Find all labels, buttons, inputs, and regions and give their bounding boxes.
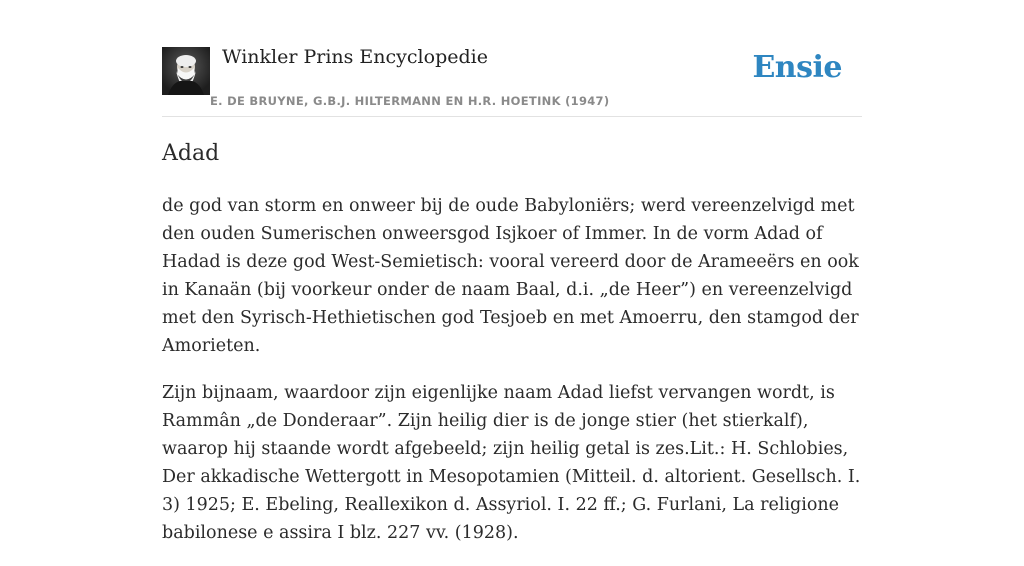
authors-byline: E. DE BRUYNE, G.B.J. HILTERMANN EN H.R. HOETINK (1947) [210, 94, 610, 108]
page-container [162, 0, 862, 543]
article-body [162, 192, 868, 566]
encyclopedia-title[interactable]: Winkler Prins Encyclopedie [222, 46, 488, 68]
portrait-image [162, 47, 210, 95]
ensie-logo[interactable]: Ensie [752, 50, 842, 85]
encyclopedia-header [162, 0, 862, 117]
article-paragraph: Zijn bijnaam, waardoor zijn eigenlijke naam Adad liefst vervangen wordt, is Rammân „de Donderaar”. Zijn heilig dier is de jonge stier (het stierkalf), waarop hij staande wordt afgebeeld; zijn heilig getal is zes.Lit.: H. Schlobies, Der akkadische Wettergott in Mesopotamien (Mitteil. d. altorient. Gesellsch. I. 3) 1925; E. Ebeling, Reallexikon d. Assyriol. I. 22 ff.; G. Furlani, La religione babilonese e assira I blz. 227 vv. (1928). [162, 383, 861, 543]
author-portrait-avatar[interactable] [162, 47, 210, 95]
article-title: Adad [162, 141, 220, 166]
article-paragraph: de god van storm en onweer bij de oude Babyloniërs; werd vereenzelvigd met den ouden Sumerischen onweersgod Isjkoer of Immer. In de vorm Adad of Hadad is deze god West-Semietisch: vooral vereerd door de Arameeërs en ook in Kanaän (bij voorkeur onder de naam Baal, d.i. „de Heer”) en vereenzelvigd met den Syrisch-Hethietischen god Tesjoeb en met Amoerru, den stamgod der Amorieten. [162, 196, 859, 356]
